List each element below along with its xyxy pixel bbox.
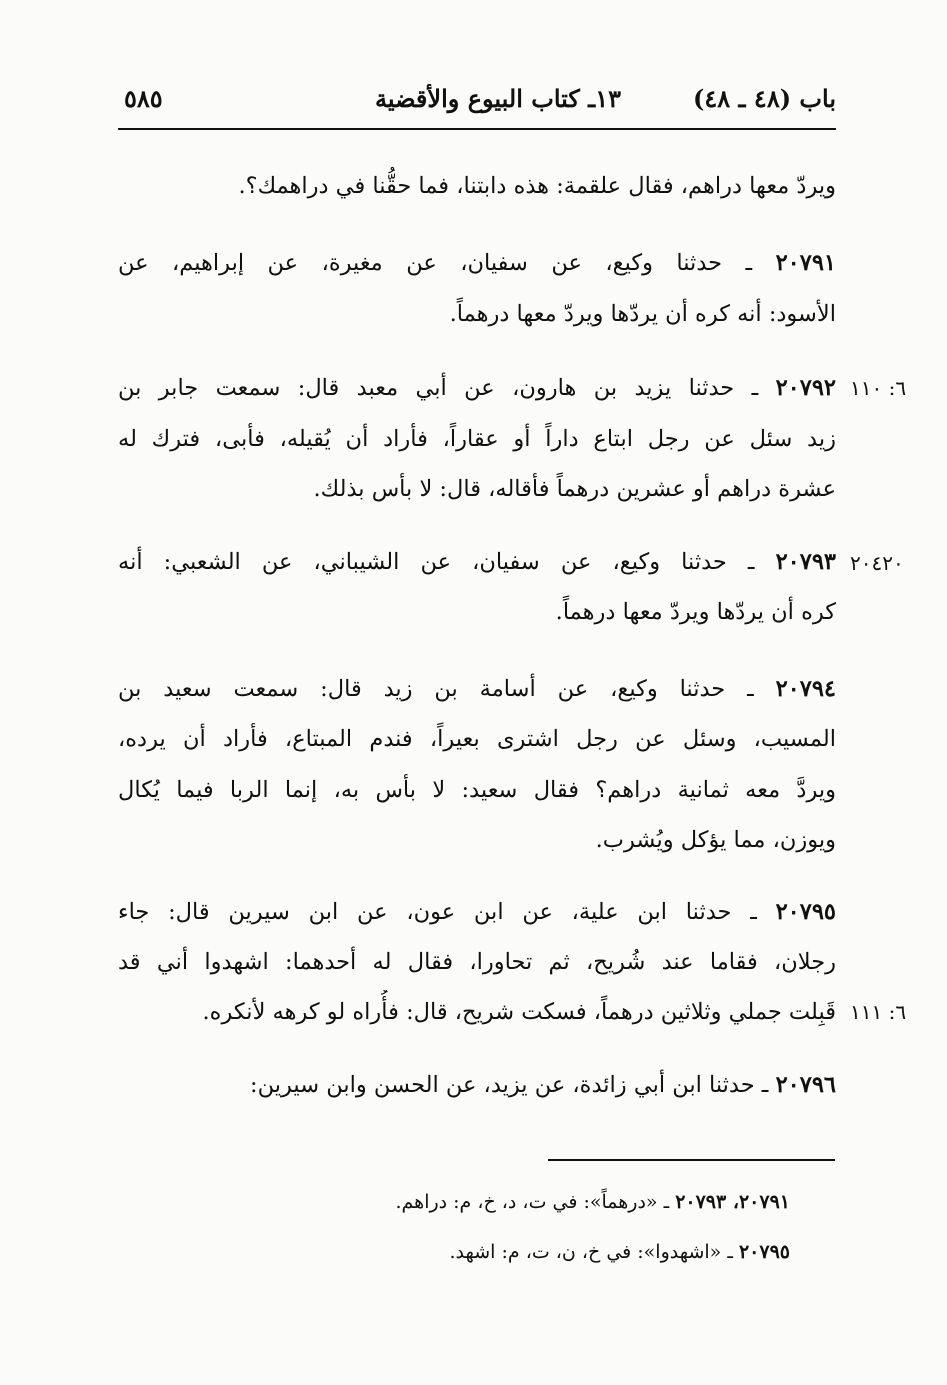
text-line: المسيب، وسئل عن رجل اشترى بعيراً، فندم المبتاع، فأراد أن يرده،	[118, 726, 836, 752]
text-line: الأسود: أنه كره أن يردّها ويردّ معها درهماً.	[449, 301, 836, 327]
hadith-20791-line: ٢٠٧٩١ ـ حدثنا وكيع، عن سفيان، عن مغيرة، عن إبراهيم، عن	[118, 250, 836, 276]
hadith-20796-line: ٢٠٧٩٦ ـ حدثنا ابن أبي زائدة، عن يزيد، عن الحسن وابن سيرين:	[250, 1072, 836, 1098]
book-title: ١٣ـ كتاب البيوع والأقضية	[375, 84, 621, 113]
hadith-20793-line: ٢٠٧٩٣ ـ حدثنا وكيع، عن سفيان، عن الشيباني، عن الشعبي: أنه	[118, 549, 836, 575]
text-line: زيد سئل عن رجل ابتاع داراً أو عقاراً، فأراد أن يُقيله، فأبى، فترك له	[118, 426, 836, 452]
hadith-20792-line: ٢٠٧٩٢ ـ حدثنا يزيد بن هارون، عن أبي معبد قال: سمعت جابر بن	[118, 375, 836, 401]
running-header	[118, 84, 836, 124]
header-rule	[118, 128, 836, 130]
margin-reference: ٦: ١١١	[850, 1000, 907, 1024]
page-number: ٥٨٥	[124, 84, 163, 113]
hadith-number: ٢٠٧٩١	[775, 250, 836, 276]
footnote: ٢٠٧٩١، ٢٠٧٩٣ ـ «درهماً»: في ت، د، خ، م: دراهم.	[395, 1191, 790, 1213]
chapter-title: باب (٤٨ ـ ٤٨)	[693, 84, 836, 113]
text-line: كره أن يردّها ويردّ معها درهماً.	[555, 599, 836, 625]
hadith-number: ٢٠٧٩٤	[775, 676, 836, 702]
footnote-rule	[548, 1159, 835, 1161]
hadith-number: ٢٠٧٩٦	[775, 1072, 836, 1098]
hadith-number: ٢٠٧٩٥	[775, 899, 836, 925]
hadith-20794-line: ٢٠٧٩٤ ـ حدثنا وكيع، عن أسامة بن زيد قال: سمعت سعيد بن	[118, 676, 836, 702]
text-line: رجلان، فقاما عند شُريح، ثم تحاورا، فقال له أحدهما: اشهدوا أني قد	[118, 949, 836, 975]
margin-reference: ٦: ١١٠	[850, 376, 907, 400]
hadith-number: ٢٠٧٩٣	[775, 549, 836, 575]
text-line: قَبِلت جملي وثلاثين درهماً، فسكت شريح، قال: فأُراه لو كرهه لأنكره.	[202, 999, 836, 1025]
footnote: ٢٠٧٩٥ ـ «اشهدوا»: في خ، ن، ت، م: اشهد.	[449, 1241, 790, 1263]
text-line: ويوزن، مما يؤكل ويُشرب.	[595, 827, 836, 853]
hadith-20795-line: ٢٠٧٩٥ ـ حدثنا ابن علية، عن ابن عون، عن ابن سيرين قال: جاء	[118, 899, 836, 925]
margin-reference: ٢٠٤٢٠	[850, 551, 904, 575]
text-line: ويردّ معها دراهم، فقال علقمة: هذه دابتنا، فما حقُّنا في دراهمك؟.	[238, 173, 836, 199]
hadith-number: ٢٠٧٩٢	[775, 375, 836, 401]
text-line: عشرة دراهم أو عشرين درهماً فأقاله، قال: لا بأس بذلك.	[313, 476, 836, 502]
text-line: ويردَّ معه ثمانية دراهم؟ فقال سعيد: لا بأس به، إنما الربا فيما يُكال	[118, 777, 836, 803]
